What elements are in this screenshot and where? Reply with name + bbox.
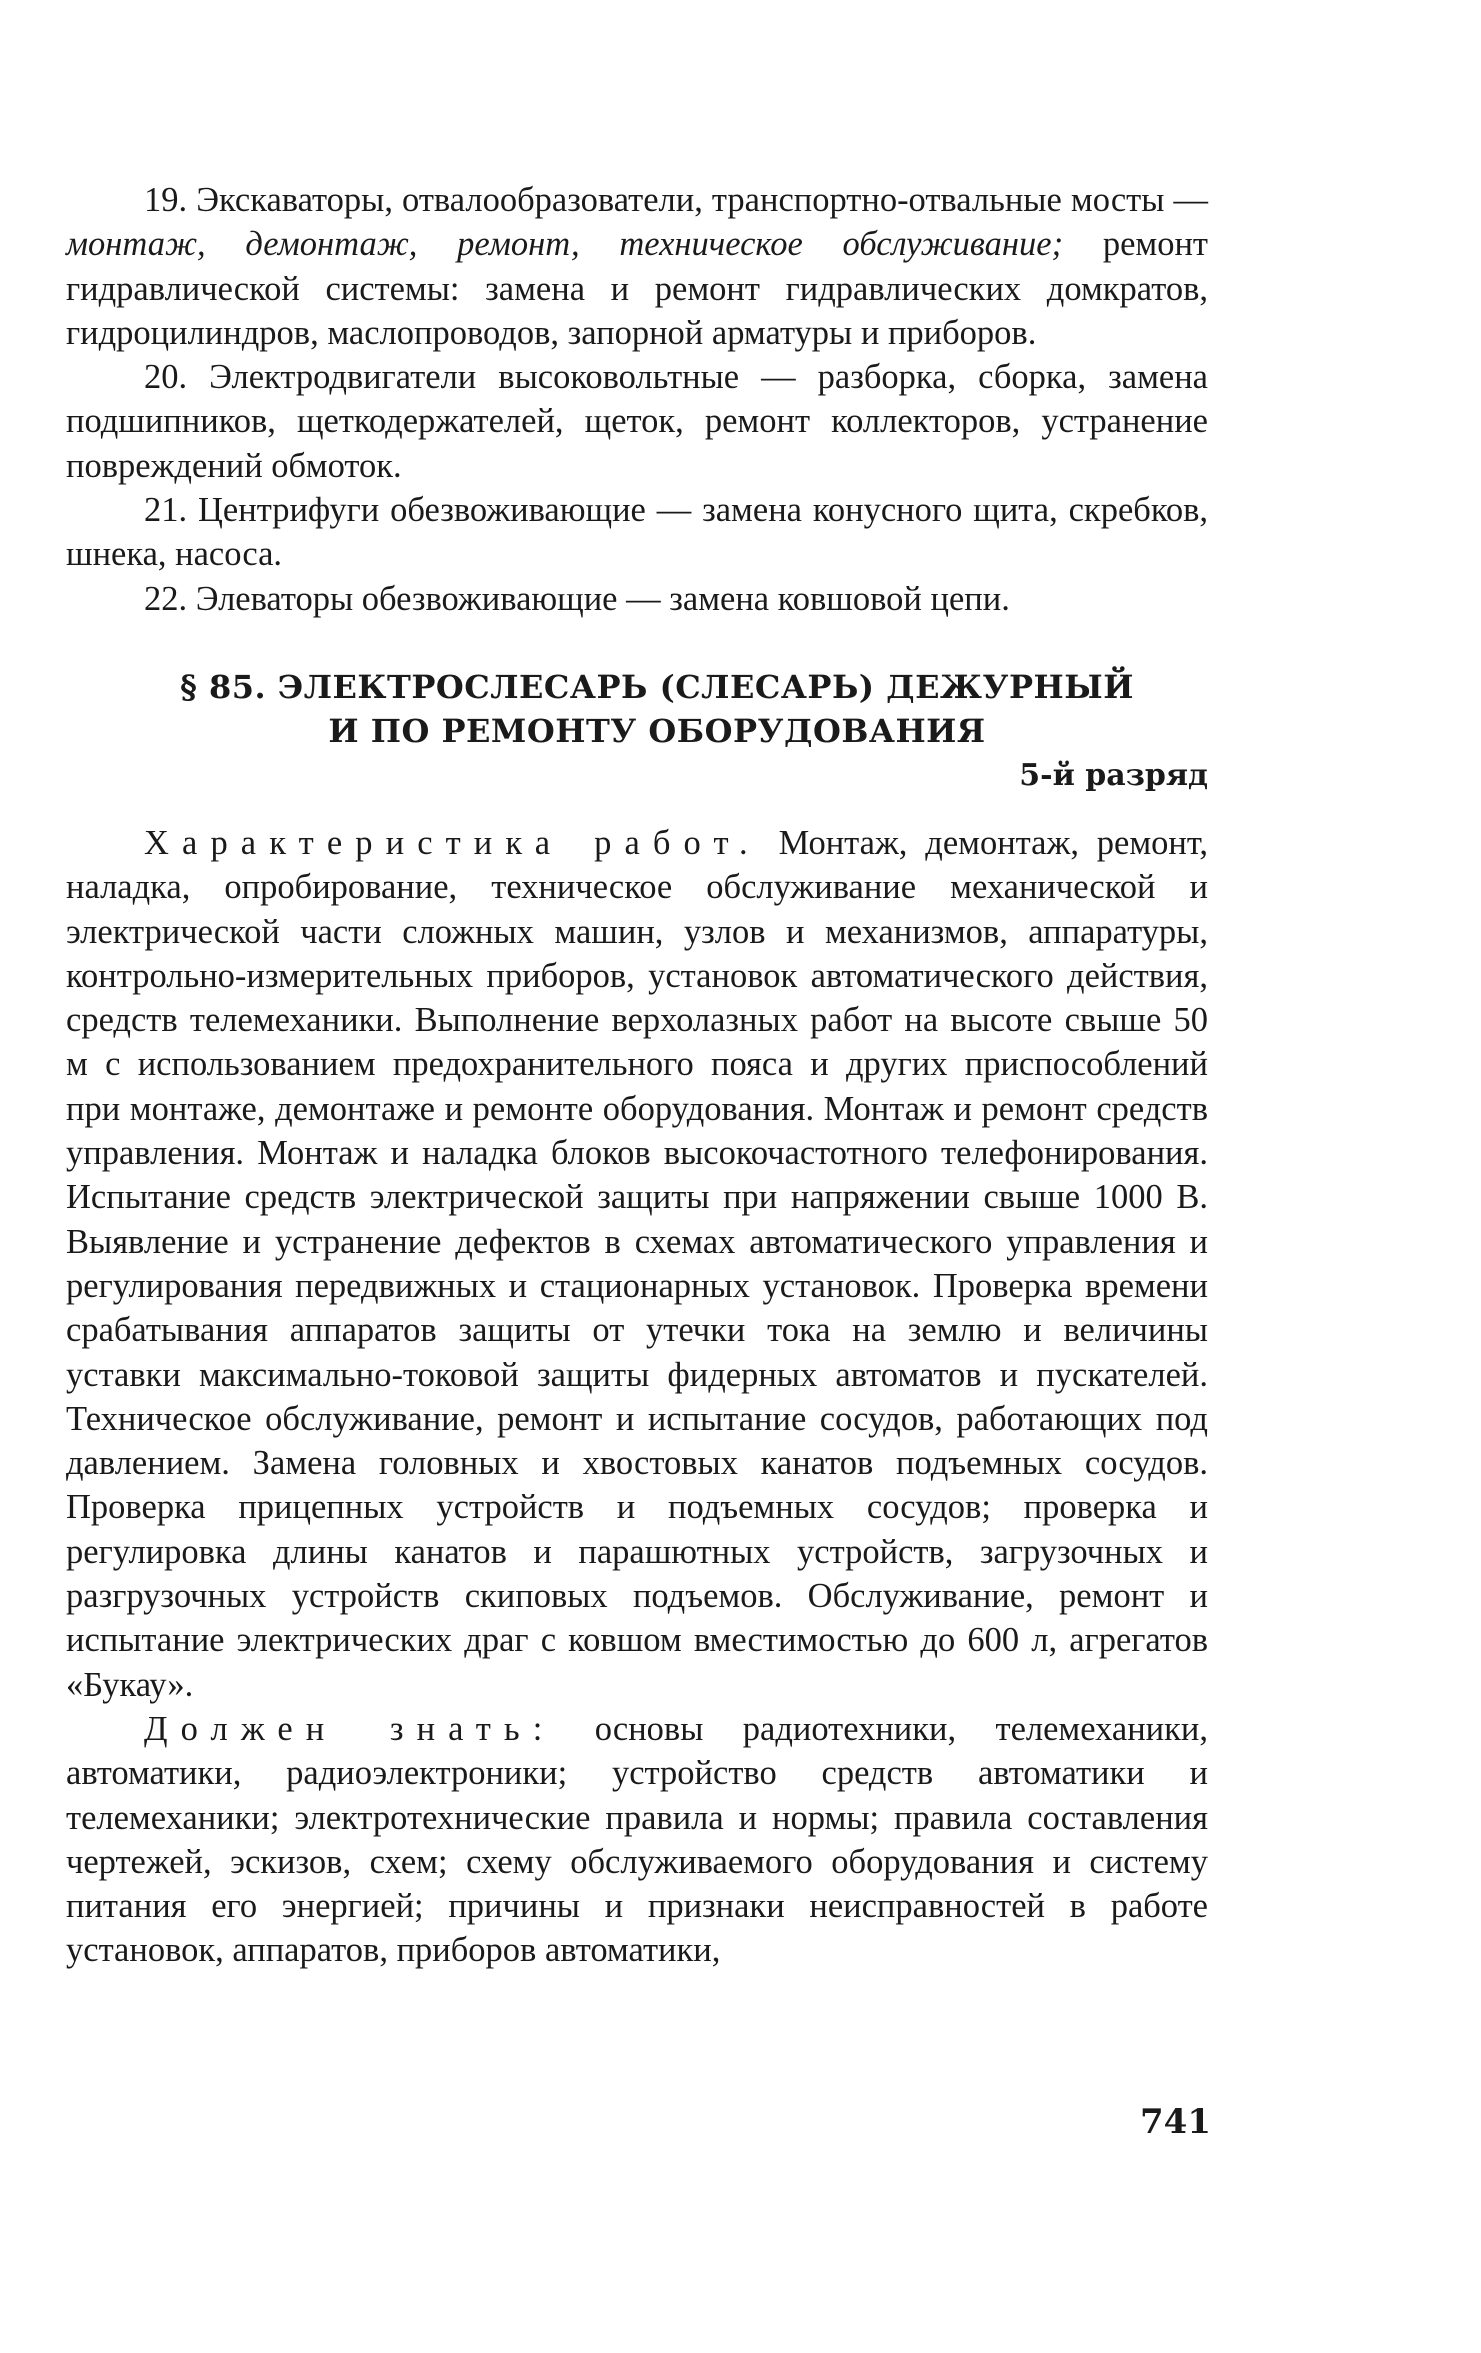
knowledge-label: Должен знать: xyxy=(144,1709,556,1748)
list-item-19-emphasis: монтаж, демонтаж, ремонт, техническое обслуживание; xyxy=(66,225,1064,264)
characteristics-paragraph xyxy=(66,821,1208,1707)
page-number: 741 xyxy=(1140,2102,1211,2142)
page-body xyxy=(66,178,1208,1973)
grade-label: 5-й разряд xyxy=(1019,757,1208,793)
characteristics-text: Монтаж, демонтаж, ремонт, наладка, опробирование, техническое обслуживание механической и электрической части сложных машин, узлов и механизмов, аппаратуры, контрольно-измерительных приборов, установок автоматического действия, средств телемеханики. Выполнение верхолазных работ на высоте свыше 50 м с использованием предохранительного пояса и других приспособлений при монтаже, демонтаже и ремонте оборудования. Монтаж и ремонт средств управления. Монтаж и наладка блоков высокочастотного телефонирования. Испытание средств электрической защиты при напряжении свыше 1000 В. Выявление и устранение дефектов в схемах автоматического управления и регулирования передвижных и стационарных установок. Проверка времени срабатывания аппаратов защиты от утечки тока на землю и величины уставки максимально-токовой защиты фидерных автоматов и пускателей. Техническое обслуживание, ремонт и испытание сосудов, работающих под давлением. Замена головных и хвостовых канатов подъемных сосудов. Проверка прицепных устройств и подъемных сосудов; проверка и регулировка длины канатов и парашютных устройств, загрузочных и разгрузочных устройств скиповых подъемов. Обслуживание, ремонт и испытание электрических драг с ковшом вместимостью до 600 л, агрегатов «Букау». xyxy=(66,823,1209,1704)
list-item-19-lead: 19. Экскаваторы, отвалообразователи, транспортно-отвальные мосты — xyxy=(144,181,1208,219)
section-title xyxy=(66,665,1208,753)
list-item-20: 20. Электродвигатели высоковольтные — разборка, сборка, замена подшипников, щеткодержателей, щеток, ремонт коллекторов, устранение повреждений обмоток. xyxy=(66,358,1208,485)
list-item-22: 22. Элеваторы обезвоживающие — замена ковшовой цепи. xyxy=(144,579,1010,618)
knowledge-text: основы радиотехники, телемеханики, автоматики, радиоэлектроники; устройство средств автоматики и телемеханики; электротехнические правила и нормы; правила составления чертежей, эскизов, схем; схему обслуживаемого оборудования и систему питания его энергией; причины и признаки неисправностей в работе установок, аппаратов, приборов автоматики, xyxy=(66,1709,1208,1970)
characteristics-label: Характеристика работ. xyxy=(144,823,761,862)
knowledge-paragraph xyxy=(66,1707,1208,1973)
list-item-21: 21. Центрифуги обезвоживающие — замена конусного щита, скребков, шнека, насоса. xyxy=(66,491,1208,574)
list-item-19 xyxy=(66,178,1208,355)
section-title-line-1: § 85. ЭЛЕКТРОСЛЕСАРЬ (СЛЕСАРЬ) ДЕЖУРНЫЙ xyxy=(180,667,1134,706)
list-item-19-tail: ремонт гидравлической системы: замена и ремонт гидравлических домкратов, гидроцилиндров, маслопроводов, запорной арматуры и приборов. xyxy=(66,225,1209,352)
section-title-line-2: И ПО РЕМОНТУ ОБОРУДОВАНИЯ xyxy=(328,711,986,750)
